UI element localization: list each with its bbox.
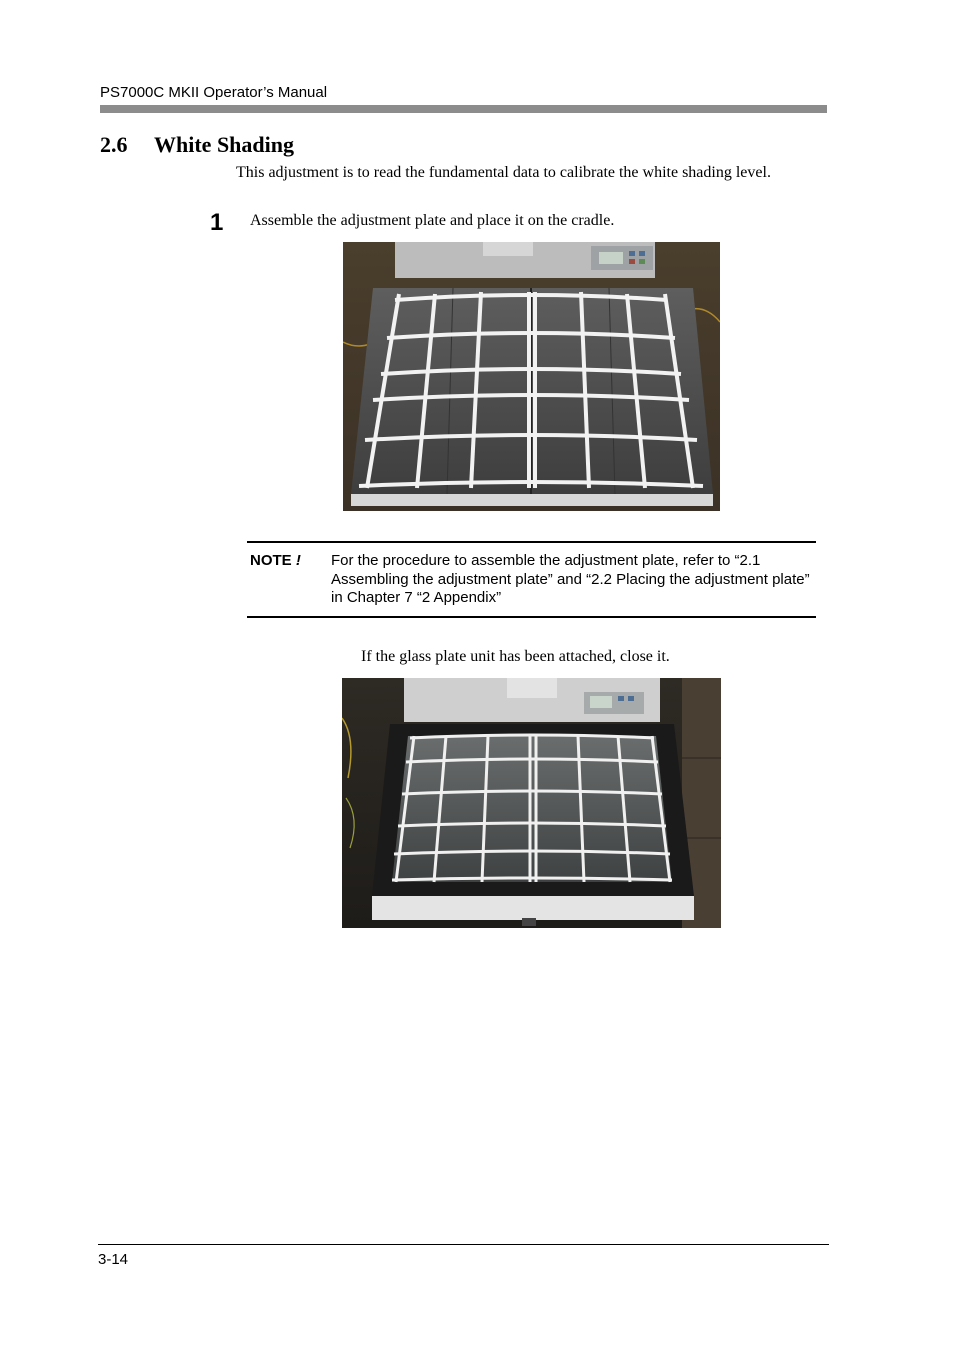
running-header: PS7000C MKII Operator’s Manual <box>100 84 328 101</box>
glass-plate-photo <box>342 678 721 928</box>
intro-paragraph: This adjustment is to read the fundamental data to calibrate the white shading level. <box>236 164 771 181</box>
page-number: 3-14 <box>98 1251 129 1268</box>
section-title: White Shading <box>154 132 294 157</box>
step-text: Assemble the adjustment plate and place it on the cradle. <box>250 212 615 229</box>
footer-rule <box>98 1244 829 1245</box>
glass-plate-instruction: If the glass plate unit has been attached, close it. <box>361 648 670 665</box>
header-rule <box>100 105 827 113</box>
note-text: For the procedure to assemble the adjustment plate, refer to “2.1 Assembling the adjustment plate” and “2.2 Placing the adjustment plate” in Chapter 7 “2 Appendix” <box>331 552 810 606</box>
note-label <box>250 552 301 569</box>
note-exclamation-icon: ! <box>295 552 301 569</box>
step-number: 1 <box>210 209 224 236</box>
section-number: 2.6 <box>100 132 128 157</box>
adjustment-plate-photo <box>343 242 720 511</box>
note-box <box>247 541 816 618</box>
note-label-text: NOTE <box>250 552 296 569</box>
section-heading <box>100 132 294 158</box>
